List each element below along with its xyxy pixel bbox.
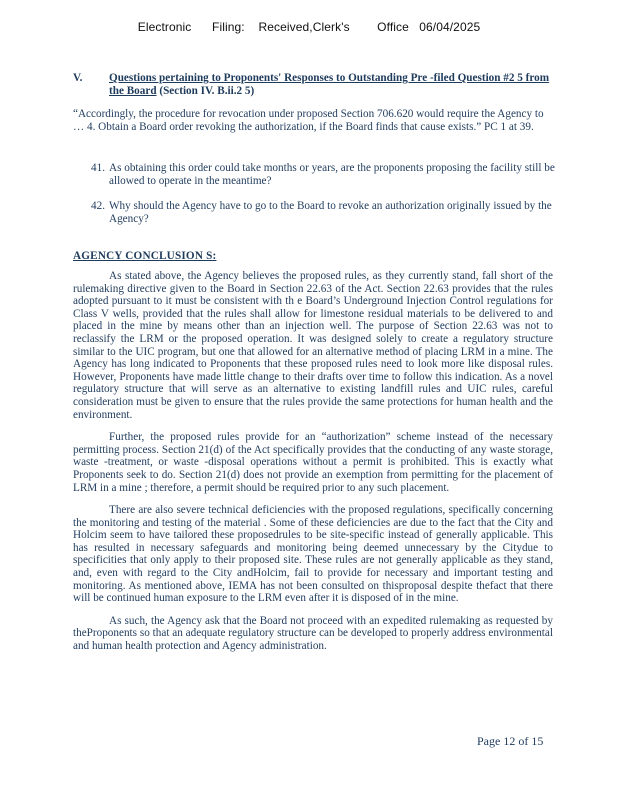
question-number: 41. [91, 162, 105, 174]
question-text: As obtaining this order could take months or years, are the proponents proposing the facility still be allowed to operate in the meantime? [109, 162, 555, 187]
conclusion-heading: AGENCY CONCLUSION S: [73, 250, 217, 262]
body-paragraph: Further, the proposed rules provide for an “authorization” scheme instead of the necessary permitting process. Section 21(d) of the Act specifically provides that the conducting of any waste storage, waste -treatment, or waste -disposal operations without a permit is prohibited. This is exactly what Proponents seek to do. Section 21(d) does not provide an exemption from permitting for the placement of LRM in a mine ; therefore, a permit should be required prior to any such placement. [73, 431, 553, 494]
section-v-heading [73, 72, 553, 97]
section-number: V. [73, 72, 83, 84]
question-text: Why should the Agency have to go to the Board to revoke an authorization originally issued by the Agency? [109, 200, 552, 225]
body-paragraph: As such, the Agency ask that the Board not proceed with an expedited rulemaking as requested by theProponents so that an adequate regulatory structure can be developed to properly address environmental and human health protection and Agency administration. [73, 614, 553, 653]
page-number: Page 12 of 15 [477, 734, 544, 748]
section-title-reference: (Section IV. B.ii.2 5) [159, 84, 255, 97]
quoted-passage: “Accordingly, the procedure for revocation under proposed Section 706.620 would require the Agency to … 4. Obtain a Board order revoking the authorization, if the Board finds that cause exists.” PC 1 at 39. [73, 108, 544, 133]
question-item [91, 200, 557, 225]
question-item [91, 162, 557, 187]
body-paragraph: There are also severe technical deficiencies with the proposed regulations, specifically concerning the monitoring and testing of the material . Some of these deficiencies are due to the fact that the City and Holcim seem to have tailored these proposedrules to be site-specific instead of generally applicable. This has resulted in necessary safeguards and monitoring being deemed unnecessary by the Citydue to specificities that only apply to their proposed site. These rules are not generally applicable as they stand, and, even with regard to the City andHolcim, fail to provide for necessary and important testing and monitoring. As mentioned above, IEMA has not been consulted on thisproposal despite thefact that there will be continued human exposure to the LRM even after it is disposed of in the mine. [73, 504, 553, 605]
section-title [109, 72, 553, 97]
question-list [91, 162, 557, 238]
question-number: 42. [91, 200, 105, 213]
section-title-text: Questions pertaining to Proponents' Responses to Outstanding Pre -filed Question #2 5 from the Board [109, 72, 550, 97]
body-paragraph: As stated above, the Agency believes the proposed rules, as they currently stand, fall short of the rulemaking directive given to the Board in Section 22.63 of the Act. Section 22.63 provides that the rules adopted pursuant to it must be consistent with th e Board’s Underground Injection Control regulations for Class V wells, provided that the rules shall allow for limestone residual materials to be delivered to and placed in the mine by means other than an injection well. The purpose of Section 22.63 was not to reclassify the LRM or the proposed operation. It was designed solely to create a regulatory structure similar to the UIC program, but one that allowed for an alternative method of placing LRM in a mine. The Agency has long indicated to Proponents that these proposed rules need to look more like disposal rules. However, Proponents have made little change to their drafts over time to follow this indication. As a novel regulatory structure that will serve as an alternative to existing landfill rules and UIC rules, careful consideration must be given to ensure that the rules provide the same protections for human health and the environment. [73, 270, 553, 421]
filing-stamp-header: Electronic Filing: Received,Clerk's Office 06/04/2025 [137, 20, 481, 34]
conclusion-body [73, 270, 553, 663]
